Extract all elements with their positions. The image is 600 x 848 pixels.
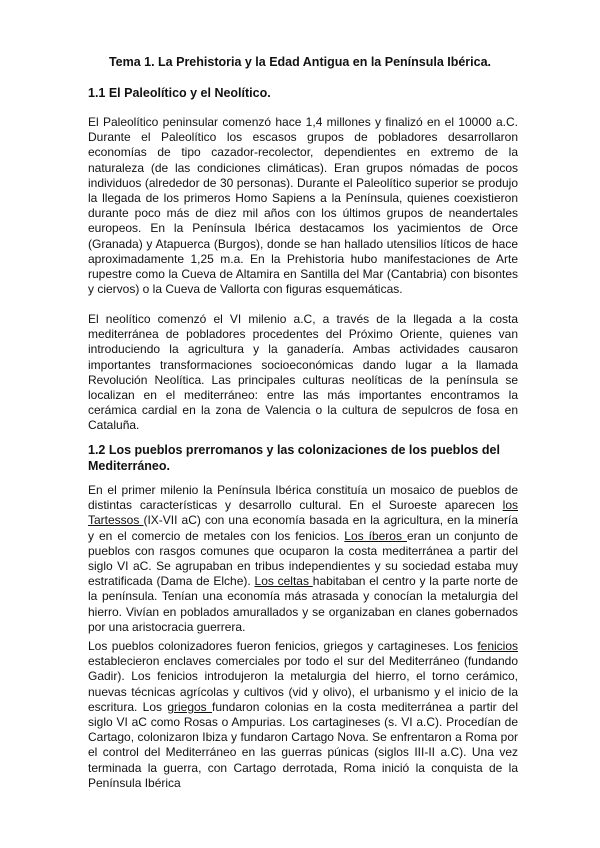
text-segment: eran un conjunto de pueblos con rasgos comunes que ocuparon la costa mediterránea a partir del siglo VI aC. Se agrupaban en tribus independientes y su sociedad estaba muy estratificada (Dama de Elche).: [88, 528, 518, 589]
underlined-term-iberos: Los íberos: [344, 528, 407, 543]
section-heading-paleolitico: 1.1 El Paleolítico y el Neolítico.: [88, 86, 271, 100]
text-segment: establecieron enclaves comerciales por todo el sur del Mediterráneo (fundando Gadir). Los fenicios introdujeron la metalurgia del hierro, el torno cerámico, nuevas técnicas agrícolas y cultivos (vid y olivo), el urbanismo y el inicio de la escritura. Los: [88, 654, 518, 714]
underlined-term-celtas: Los celtas: [254, 574, 313, 589]
text-segment: fundaron colonias en la costa mediterránea a partir del siglo VI aC como Rosas o Ampurias. Los cartagineses (s. VI a.C). Procedían de Cartago, colonizaron Ibiza y fundaron Cartago Nova. Se enfrentaron a Roma por el control del Mediterráneo en las guerras púnicas (siglos III-II a.C). Una vez terminada la guerra, con Cartago derrotada, Roma inició la conquista de la Península Ibérica: [88, 699, 518, 790]
paragraph-pueblos-prerromanos: [88, 483, 518, 635]
paragraph-pueblos-colonizadores: [88, 639, 518, 791]
text-segment: habitaban el centro y la parte norte de la península. Tenían una economía más atrasada y conocían la metalurgia del hierro. Vivían en poblados amurallados y se organizaban en clanes gobernados por una aristocracia guerrera.: [88, 574, 518, 634]
underlined-term-tartessos: los Tartessos: [88, 498, 518, 528]
text-segment: Los pueblos colonizadores fueron fenicios, griegos y cartagineses. Los: [88, 639, 478, 653]
paragraph-paleolitico: El Paleolítico peninsular comenzó hace 1,4 millones y finalizó en el 10000 a.C. Durante el Paleolítico los escasos grupos de pobladores desarrollaron economías de tipo cazador-recolector, dependientes en extremo de la naturaleza (de las condiciones climáticas). Eran grupos nómadas de pocos individuos (alrededor de 30 personas). Durante el Paleolítico superior se produjo la llegada de los primeros Homo Sapiens a la Península, quienes coexistieron durante poco más de diez mil años con los últimos grupos de neandertales europeos. En la Península Ibérica destacamos los yacimientos de Orce (Granada) y Atapuerca (Burgos), donde se han hallado utensilios líticos de hace aproximadamente 1,25 m.a. En la Prehistoria hubo manifestaciones de Arte rupestre como la Cueva de Altamira en Santilla del Mar (Cantabria) con bisontes y ciervos) o la Cueva de Vallorta con figuras esquemáticas.: [88, 115, 518, 297]
underlined-term-griegos: griegos: [167, 699, 212, 714]
paragraph-neolitico: El neolítico comenzó el VI milenio a.C, a través de la llegada a la costa mediterránea de pobladores procedentes del Próximo Oriente, quienes van introduciendo la agricultura y la ganadería. Ambas actividades causaron importantes transformaciones socioeconómicas dando lugar a la llamada Revolución Neolítica. Las principales culturas neolíticas de la península se localizan en el mediterráneo: entre las más importantes encontramos la cerámica cardial en la zona de Valencia o la cultura de sepulcros de fosa en Cataluña.: [88, 312, 518, 433]
underlined-term-fenicios: fenicios: [477, 639, 518, 653]
section-heading-pueblos: 1.2 Los pueblos prerromanos y las colonizaciones de los pueblos del Mediterráneo.: [88, 443, 500, 473]
text-segment: En el primer milenio la Península Ibérica constituía un mosaico de pueblos de distintas características y desarrollo cultural. En el Suroeste aparecen: [88, 483, 518, 513]
text-segment: (IX-VII aC) con una economía basada en la agricultura, en la minería y en el comercio de metales con los fenicios.: [88, 513, 519, 543]
document-title: Tema 1. La Prehistoria y la Edad Antigua en la Península Ibérica.: [108, 55, 492, 69]
